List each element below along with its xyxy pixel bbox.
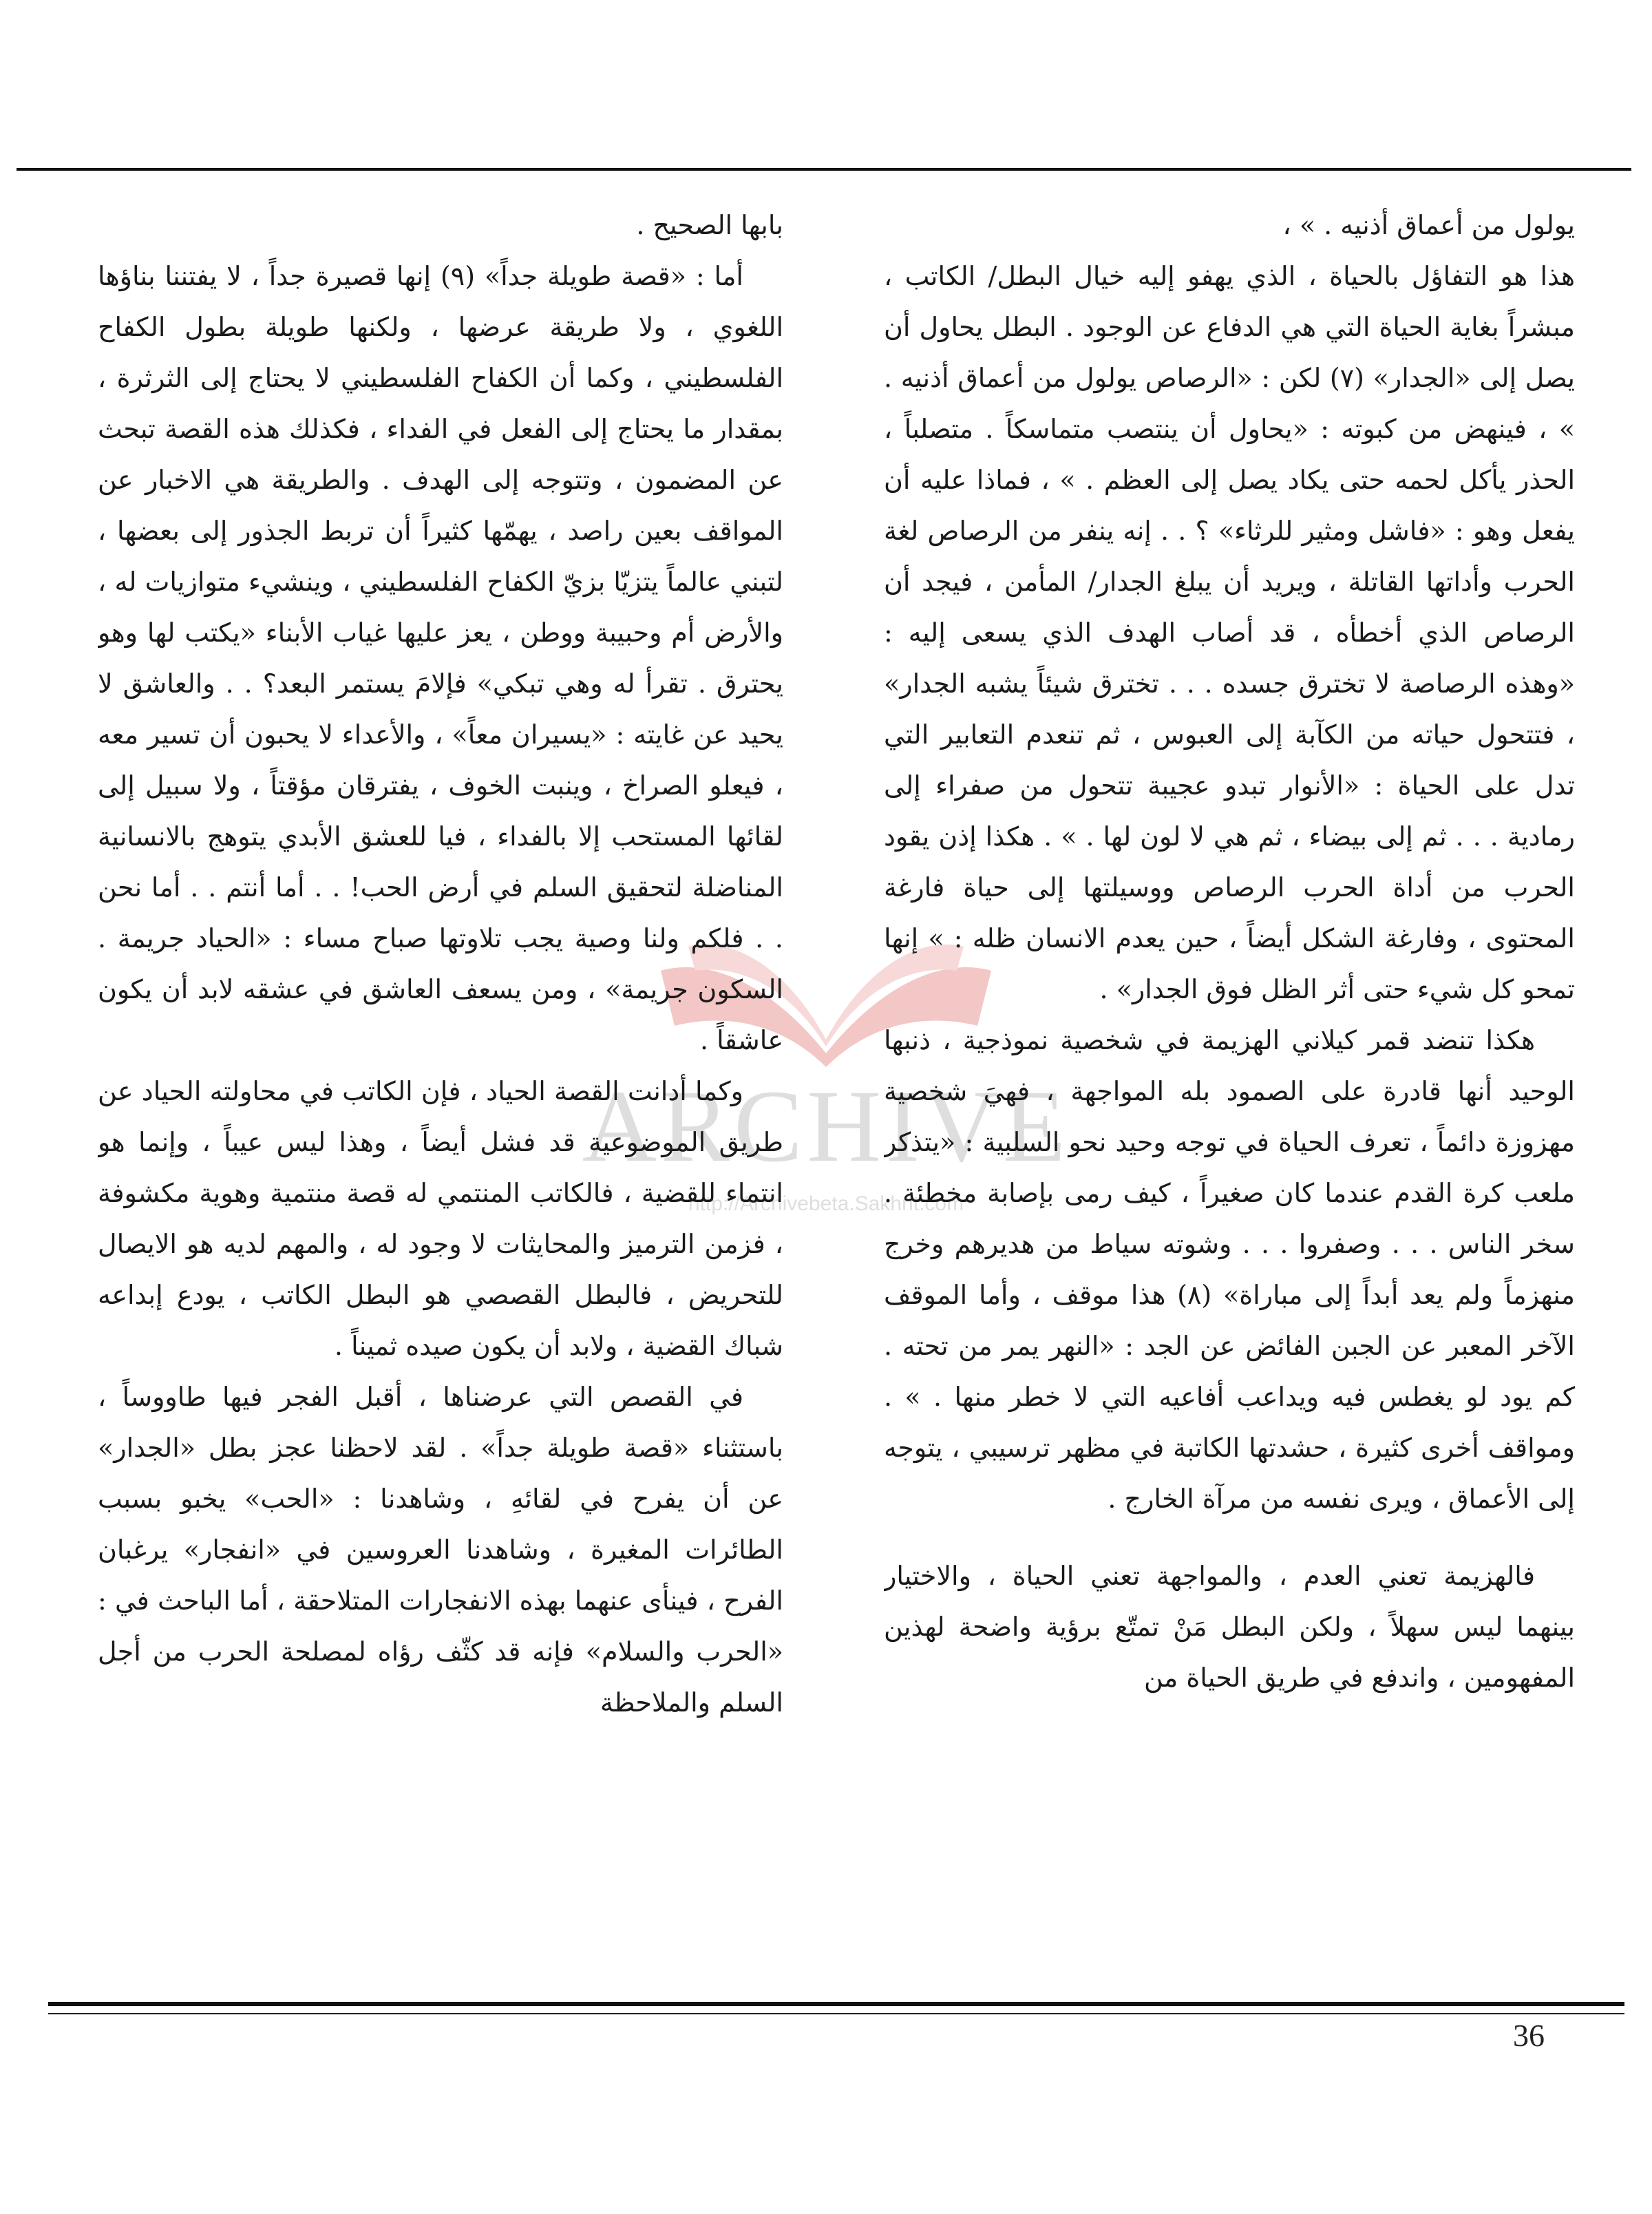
watermark-word: ARCHIVE xyxy=(582,1069,1070,1183)
paragraph: هكذا تنضد قمر كيلاني الهزيمة في شخصية نموذجية ، ذنبها الوحيد أنها قادرة على الصمود بله المواجهة ، فهيَ شخصية مهزوزة دائماً ، تعرف الحياة في توجه وحيد نحو السلبية : «يتذكر ملعب كرة القدم عندما كان صغيراً ، كيف رمى بإصابة مخطئة . سخر الناس . . . وصفروا . . . وشوته سياط من هديرهم وخرج منهزماً ولم يعد أبداً إلى مباراة» (٨) هذا موقف ، وأما الموقف الآخر المعبر عن الجبن الفائض عن الجد : «النهر يمر من تحته . كم يود لو يغطس فيه ويداعب أفاعيه التي لا خطر منها . » . ومواقف أخرى كثيرة ، حشدتها الكاتبة في مظهر ترسيبي ، يتوجه إلى الأعماق ، ويرى نفسه من مرآة الخارج . xyxy=(884,1025,1575,1514)
article-column-right xyxy=(884,200,1575,1990)
paragraph: يولول من أعماق أذنيه . » ، xyxy=(1282,210,1575,240)
paragraph: بابها الصحيح . xyxy=(636,210,783,240)
article-column-left xyxy=(98,200,783,1990)
top-rule xyxy=(17,168,1631,171)
paragraph: فالهزيمة تعني العدم ، والمواجهة تعني الحياة ، والاختيار بينهما ليس سهلاً ، ولكن البطل مَنْ تمتّع برؤية واضحة لهذين المفهومين ، واندفع في طريق الحياة من xyxy=(884,1561,1575,1693)
paragraph: وكما أدانت القصة الحياد ، فإن الكاتب في محاولته الحياد عن طريق الموضوعية قد فشل أيضاً ، وهذا ليس عيباً ، وإنما هو انتماء للقضية ، فالكاتب المنتمي له قصة منتمية وهوية مكشوفة ، فزمن الترميز والمحايثات لا وجود له ، والمهم لديه هو الايصال للتحريض ، فالبطل القصصي هو البطل الكاتب ، يودع إبداعه شباك القضية ، ولابد أن يكون صيده ثميناً . xyxy=(98,1076,783,1361)
paragraph: أما : «قصة طويلة جداً» (٩) إنها قصيرة جداً ، لا يفتننا بناؤها اللغوي ، ولا طريقة عرضها ، ولكنها طويلة بطول الكفاح الفلسطيني ، وكما أن الكفاح الفلسطيني لا يحتاج إلى الثرثرة ، بمقدار ما يحتاج إلى الفعل في الفداء ، فكذلك هذه القصة تبحث عن المضمون ، وتتوجه إلى الهدف . والطريقة هي الاخبار عن المواقف بعين راصد ، يهمّها كثيراً أن تربط الجذور إلى بعضها ، لتبني عالماً يتزيّا بزيّ الكفاح الفلسطيني ، وينشيء متوازيات له ، والأرض أم وحبيبة ووطن ، يعز عليها غياب الأبناء «يكتب لها وهو يحترق . تقرأ له وهي تبكي» فإلامَ يستمر البعد؟ . . والعاشق لا يحيد عن غايته : «يسيران معاً» ، والأعداء لا يحبون أن تسير معه ، فيعلو الصراخ ، وينبت الخوف ، يفترقان مؤقتاً ، ولا سبيل إلى لقائها المستحب إلا بالفداء ، فيا للعشق الأبدي يتوهج بالانسانية المناضلة لتحقيق السلم في أرض الحب! . . أما أنتم . . أما نحن . . فلكم ولنا وصية يجب تلاوتها صباح مساء : «الحياد جريمة . السكون جريمة» ، ومن يسعف العاشق في عشقه لابد أن يكون عاشقاً . xyxy=(98,261,783,1055)
paragraph: هذا هو التفاؤل بالحياة ، الذي يهفو إليه خيال البطل/ الكاتب ، مبشراً بغاية الحياة التي هي الدفاع عن الوجود . البطل يحاول أن يصل إلى «الجدار» (٧) لكن : «الرصاص يولول من أعماق أذنيه . » ، فينهض من كبوته : «يحاول أن ينتصب متماسكاً . متصلباً ، الحذر يأكل لحمه حتى يكاد يصل إلى العظم . » ، فماذا عليه أن يفعل وهو : «فاشل ومثير للرثاء» ؟ . . إنه ينفر من الرصاص لغة الحرب وأداتها القاتلة ، ويريد أن يبلغ الجدار/ المأمن ، فيجد أن الرصاص الذي أخطأه ، قد أصاب الهدف الذي يسعى إليه : «وهذه الرصاصة لا تخترق جسده . . . تخترق شيئاً يشبه الجدار» ، فتتحول حياته من الكآبة إلى العبوس ، ثم تنعدم التعابير التي تدل على الحياة : «الأنوار تبدو عجيبة تتحول من صفراء إلى رمادية . . . ثم إلى بيضاء ، ثم هي لا لون لها . » . هكذا إذن يقود الحرب من أداة الحرب الرصاص ووسيلتها إلى حياة فارغة المحتوى ، وفارغة الشكل أيضاً ، حين يعدم الانسان ظله : » إنها تمحو كل شيء حتى أثر الظل فوق الجدار» . xyxy=(884,261,1575,1004)
watermark-url: http://Archivebeta.Sakhrit.com xyxy=(688,1192,964,1215)
page-number: 36 xyxy=(1513,2018,1545,2053)
bottom-rule xyxy=(48,2002,1624,2006)
paragraph: في القصص التي عرضناها ، أقبل الفجر فيها طاووساً ، باستثناء «قصة طويلة جداً» . لقد لاحظنا عجز بطل «الجدار» عن أن يفرح في لقائهِ ، وشاهدنا : «الحب» يخبو بسبب الطائرات المغيرة ، وشاهدنا العروسين في «انفجار» يرغبان الفرح ، فينأى عنهما بهذه الانفجارات المتلاحقة ، أما الباحث في : «الحرب والسلام» فإنه قد كثّف رؤاه لمصلحة الحرب من أجل السلم والملاحظة xyxy=(98,1382,783,1718)
